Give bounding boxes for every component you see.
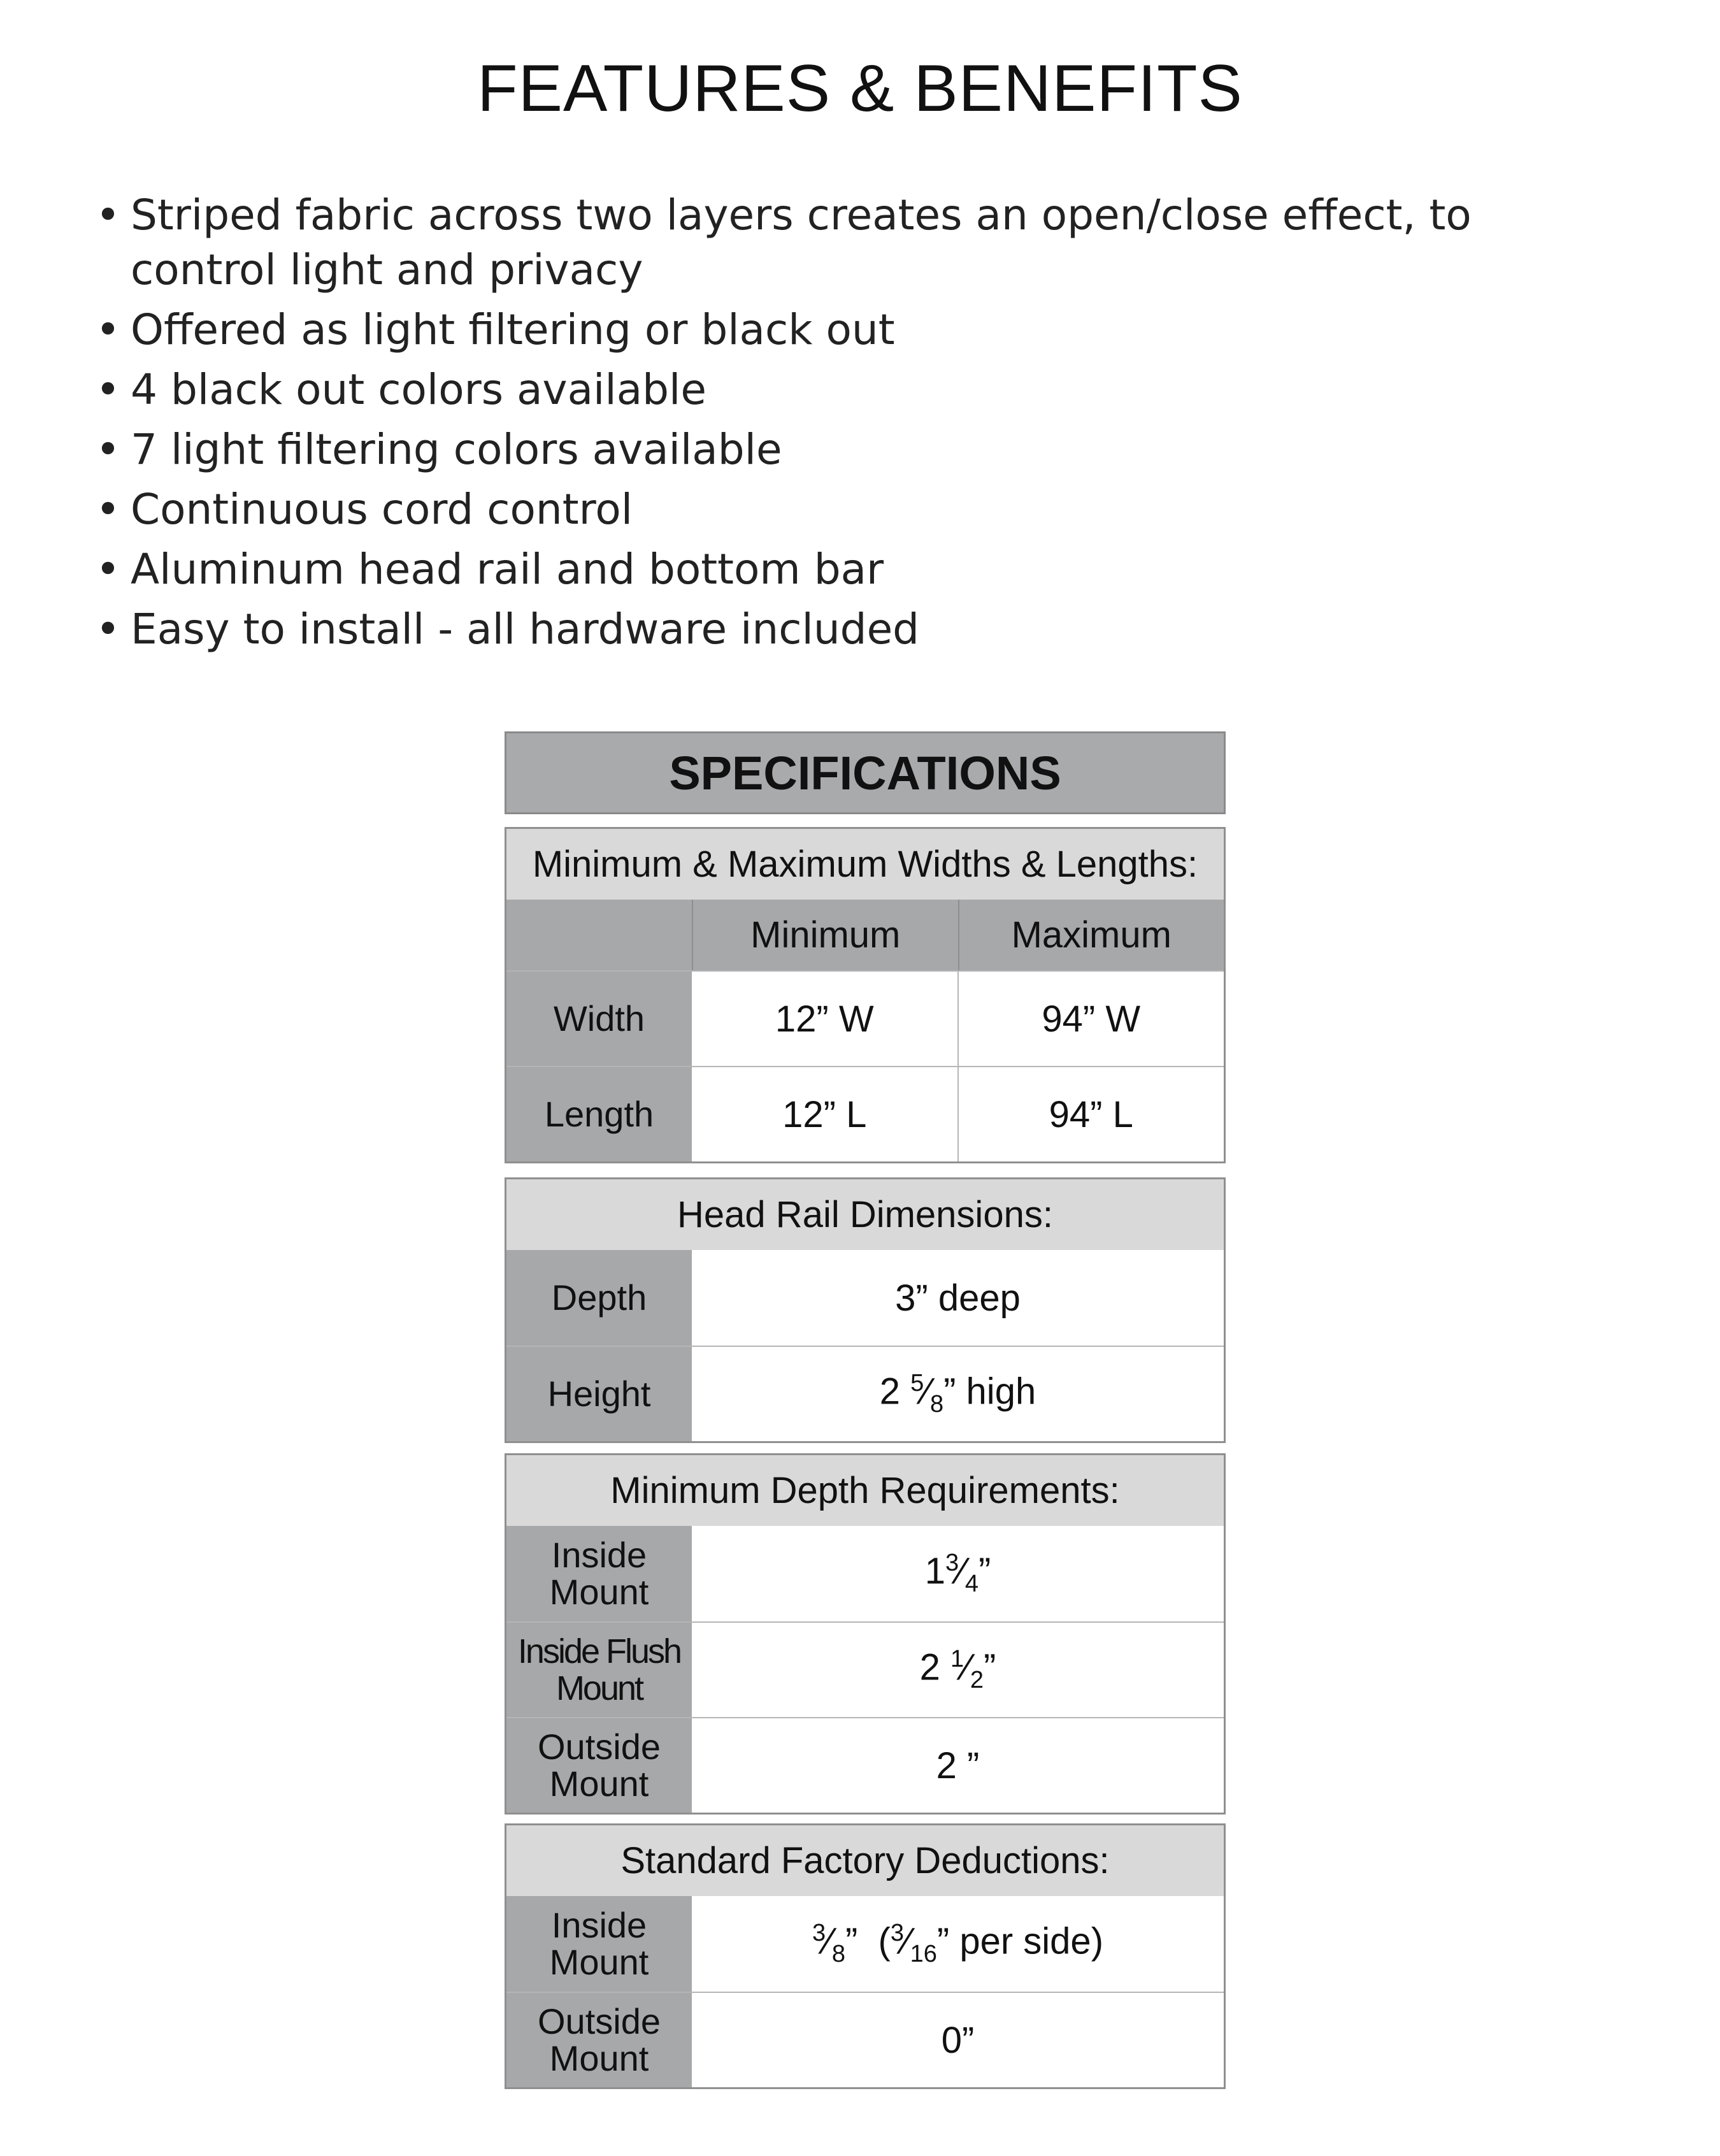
table-row [506, 1896, 1224, 1992]
width-min: 12” W [775, 998, 874, 1040]
row-label-inside-flush-mount: Inside Flush Mount [506, 1623, 692, 1717]
page-title: FEATURES & BENEFITS [477, 52, 1243, 126]
inside-mount-deduction: $^3⁄_8$” ($^3⁄_{16}$” per side) [812, 1920, 1104, 1967]
row-label-length: Length [506, 1067, 692, 1161]
deductions-table [505, 1823, 1226, 2089]
row-label-height: Height [506, 1347, 692, 1441]
table-header-row [506, 900, 1224, 970]
inside-mount-value: $1^3⁄_4$” [924, 1549, 991, 1597]
list-item: • Aluminum head rail and bottom bar [96, 542, 1561, 597]
col-maximum: Maximum [958, 900, 1224, 970]
row-label-depth: Depth [506, 1250, 692, 1346]
list-item: • Continuous cord control [96, 482, 1561, 537]
row-label-outside-mount: Outside Mount [506, 1718, 692, 1813]
height-value: 2 $^5⁄_8$” high [879, 1370, 1036, 1418]
outside-mount-deduction: 0” [941, 2019, 975, 2061]
table-row [506, 1621, 1224, 1717]
width-max: 94” W [957, 972, 1224, 1066]
row-label-width: Width [506, 972, 692, 1066]
head-rail-table [505, 1177, 1226, 1443]
row-label-inside-mount: Inside Mount [506, 1896, 692, 1992]
table-row [506, 1992, 1224, 2087]
deductions-heading: Standard Factory Deductions: [506, 1825, 1224, 1896]
col-minimum: Minimum [692, 900, 958, 970]
list-item: • Offered as light filtering or black out [96, 303, 1561, 357]
length-max: 94” L [957, 1067, 1224, 1161]
bullet-icon: • [96, 605, 120, 654]
bullet-icon: • [96, 485, 120, 534]
bullet-icon: • [96, 190, 120, 240]
features-list [96, 188, 1561, 662]
row-label-inside-mount: Inside Mount [506, 1526, 692, 1621]
head-rail-heading: Head Rail Dimensions: [506, 1179, 1224, 1250]
table-row [506, 1250, 1224, 1346]
bullet-icon: • [96, 545, 120, 594]
min-depth-heading: Minimum Depth Requirements: [506, 1455, 1224, 1526]
list-item: • 7 light filtering colors available [96, 422, 1561, 477]
blank-header-cell [506, 900, 692, 970]
row-label-outside-mount: Outside Mount [506, 1993, 692, 2087]
bullet-icon: • [96, 425, 120, 474]
bullet-icon: • [96, 365, 120, 414]
table-row [506, 1346, 1224, 1441]
depth-value: 3” deep [895, 1277, 1021, 1319]
inside-flush-mount-value: 2 $^1⁄_2$” [919, 1646, 996, 1693]
list-item: • Easy to install - all hardware included [96, 602, 1561, 657]
list-item: • 4 black out colors available [96, 363, 1561, 417]
bullet-icon: • [96, 305, 120, 354]
length-min: 12” L [782, 1093, 867, 1135]
widths-lengths-table [505, 827, 1226, 1163]
widths-lengths-heading: Minimum & Maximum Widths & Lengths: [506, 829, 1224, 900]
list-item: • Striped fabric across two layers creates an open/close effect, to control light and privacy [96, 188, 1561, 298]
specifications-header: SPECIFICATIONS [505, 731, 1226, 814]
min-depth-table [505, 1453, 1226, 1815]
table-row [506, 970, 1224, 1066]
table-row [506, 1066, 1224, 1161]
table-row [506, 1717, 1224, 1813]
table-row [506, 1526, 1224, 1621]
outside-mount-value: 2 ” [936, 1744, 980, 1786]
